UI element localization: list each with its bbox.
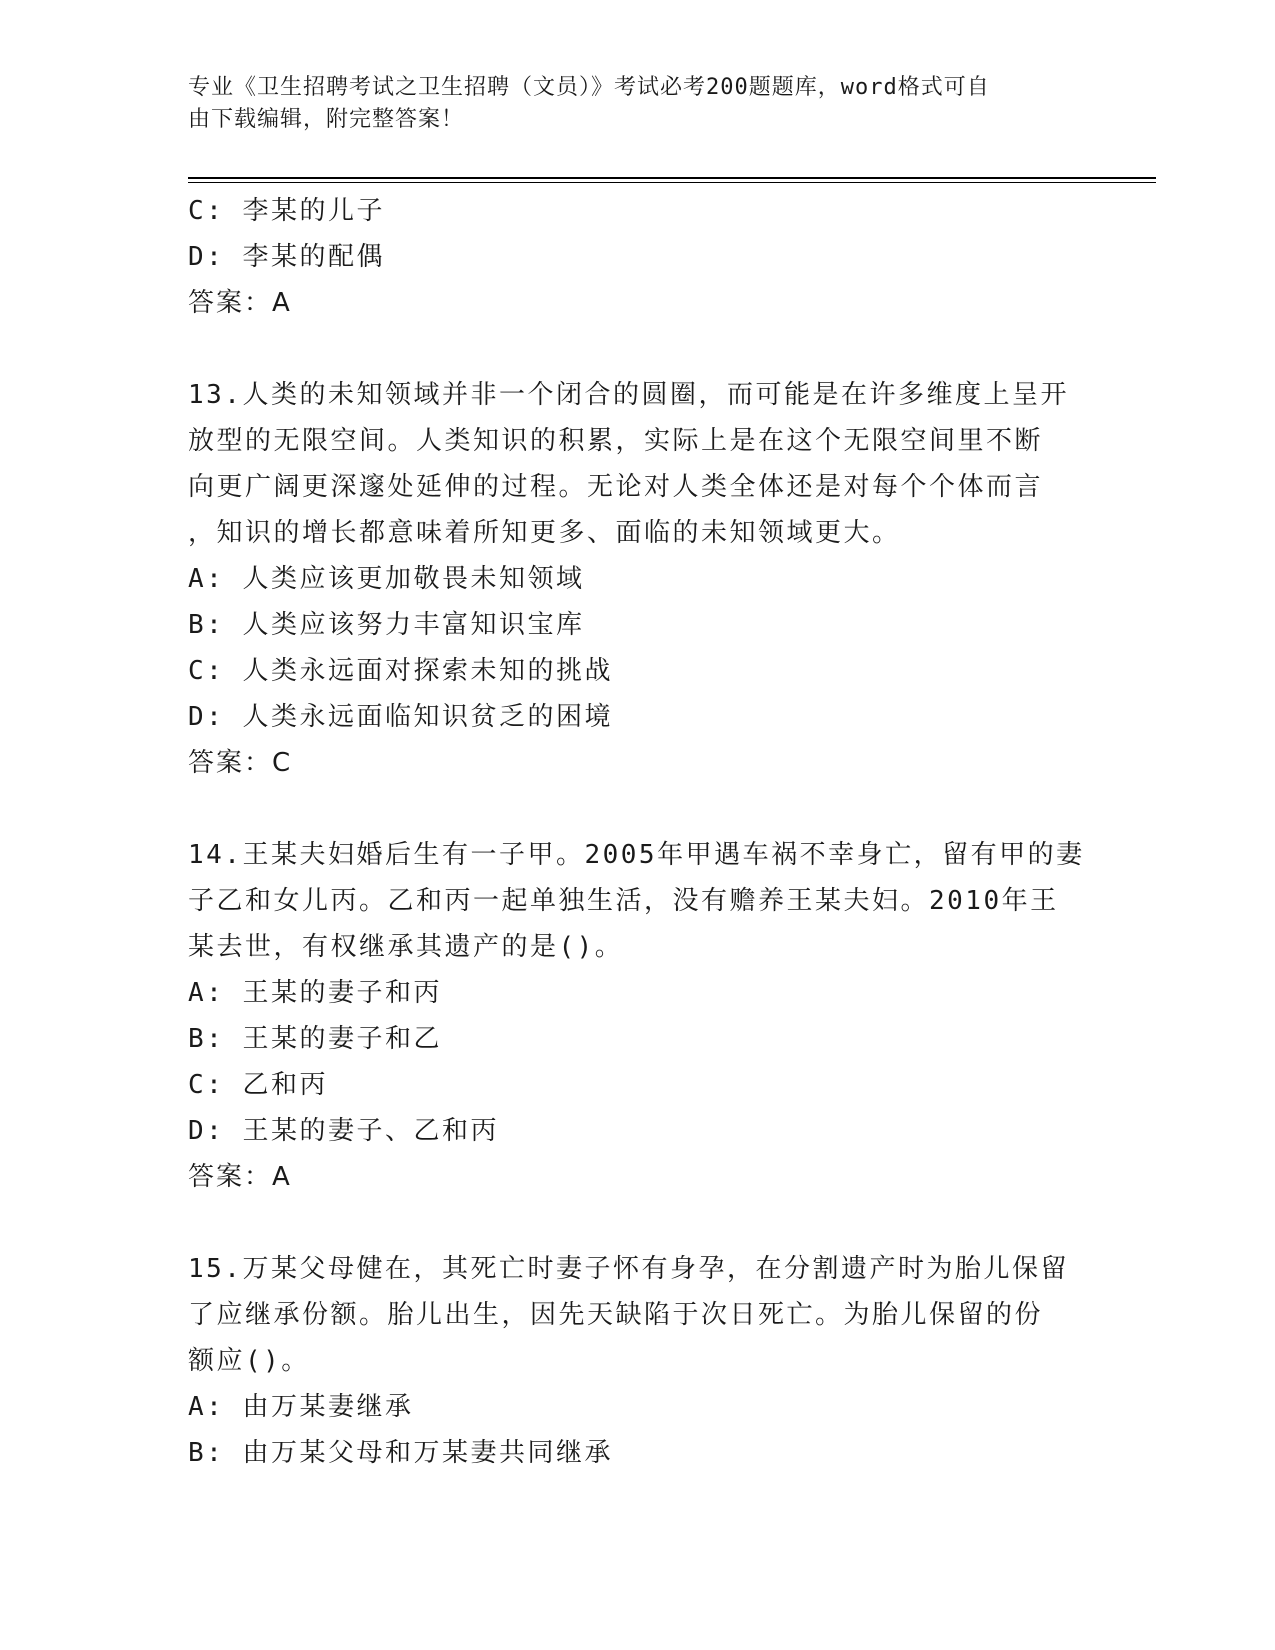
option-c: C: 李某的儿子 (188, 196, 385, 226)
question-stem-line: 某去世，有权继承其遗产的是()。 (188, 932, 624, 962)
spacer (188, 326, 1088, 372)
option-a: A: 王某的妻子和丙 (188, 978, 442, 1008)
question-list (188, 188, 1088, 1476)
option-b: B: 王某的妻子和乙 (188, 1024, 442, 1054)
answer-line: 答案：C (188, 748, 293, 778)
question-stem-line: 14.王某夫妇婚后生有一子甲。2005年甲遇车祸不幸身亡，留有甲的妻 (188, 840, 1085, 870)
option-d: D: 李某的配偶 (188, 242, 385, 272)
question-12 (188, 188, 1088, 326)
option-a: A: 人类应该更加敬畏未知领域 (188, 564, 585, 594)
document-header (188, 72, 1068, 136)
question-stem-line: 向更广阔更深邃处延伸的过程。无论对人类全体还是对每个个体而言 (188, 472, 1044, 502)
question-stem-line: 放型的无限空间。人类知识的积累，实际上是在这个无限空间里不断 (188, 426, 1044, 456)
question-14 (188, 832, 1088, 1200)
question-stem-line: 了应继承份额。胎儿出生，因先天缺陷于次日死亡。为胎儿保留的份 (188, 1300, 1044, 1330)
question-stem-line: ，知识的增长都意味着所知更多、面临的未知领域更大。 (188, 518, 901, 548)
option-c: C: 乙和丙 (188, 1070, 328, 1100)
question-15 (188, 1246, 1088, 1476)
option-d: D: 王某的妻子、乙和丙 (188, 1116, 499, 1146)
spacer (188, 1200, 1088, 1246)
spacer (188, 786, 1088, 832)
answer-line: 答案：A (188, 288, 292, 318)
answer-line: 答案：A (188, 1162, 292, 1192)
option-d: D: 人类永远面临知识贫乏的困境 (188, 702, 613, 732)
option-c: C: 人类永远面对探索未知的挑战 (188, 656, 613, 686)
option-b: B: 由万某父母和万某妻共同继承 (188, 1438, 613, 1468)
header-line-1: 专业《卫生招聘考试之卫生招聘（文员）》考试必考200题题库，word格式可自 (188, 75, 990, 100)
question-stem-line: 额应()。 (188, 1346, 310, 1376)
header-divider-thick (188, 177, 1156, 179)
question-stem-line: 13.人类的未知领域并非一个闭合的圆圈，而可能是在许多维度上呈开 (188, 380, 1069, 410)
question-stem-line: 子乙和女儿丙。乙和丙一起单独生活，没有赡养王某夫妇。2010年王 (188, 886, 1059, 916)
option-a: A: 由万某妻继承 (188, 1392, 414, 1422)
header-line-2: 由下载编辑，附完整答案！ (188, 107, 465, 132)
question-stem-line: 15.万某父母健在，其死亡时妻子怀有身孕，在分割遗产时为胎儿保留 (188, 1254, 1069, 1284)
option-b: B: 人类应该努力丰富知识宝库 (188, 610, 585, 640)
header-divider-thin (188, 182, 1156, 183)
question-13 (188, 372, 1088, 786)
